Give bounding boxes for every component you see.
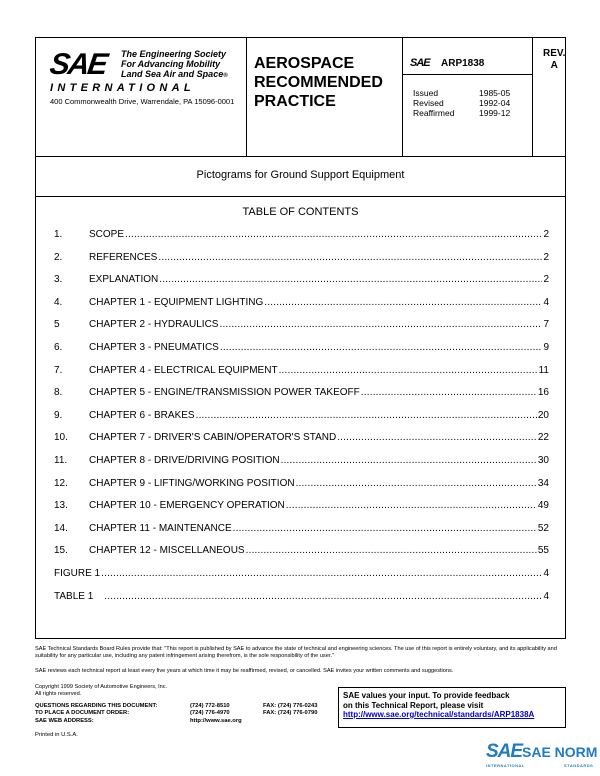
toc-page: 9	[543, 341, 549, 353]
toc-leader	[196, 410, 537, 421]
rules-text: SAE Technical Standards Board Rules provide that: "This report is published by SAE to advance the state of technical and engineering sciences. The use of this report is entirely voluntary, and its applicability and suitability for any particular use, including any patent infringement arising therefrom, is the sole responsibility of the user."	[35, 646, 557, 660]
table-of-contents	[54, 229, 549, 613]
toc-label: CHAPTER 6 - BRAKES	[89, 409, 195, 421]
toc-page: 20	[537, 409, 549, 421]
toc-number: 15.	[54, 545, 68, 557]
toc-label: REFERENCES	[89, 251, 158, 263]
toc-entry	[54, 319, 549, 342]
toc-page: 52	[537, 522, 549, 534]
toc-page: 4	[543, 590, 549, 602]
toc-leader	[264, 297, 542, 308]
header	[36, 38, 565, 157]
toc-entry	[54, 387, 549, 410]
toc-page: 2	[543, 251, 549, 263]
toc-entry	[54, 274, 549, 297]
toc-label: FIGURE 1	[54, 567, 101, 579]
toc-leader	[233, 523, 537, 534]
toc-label: SCOPE	[89, 229, 125, 240]
toc-leader	[101, 568, 542, 579]
toc-label: CHAPTER 12 - MISCELLANEOUS	[89, 545, 245, 557]
toc-label: CHAPTER 4 - ELECTRICAL EQUIPMENT	[89, 364, 278, 376]
toc-leader	[281, 455, 537, 466]
toc-leader	[279, 365, 538, 376]
toc-entry	[54, 455, 549, 478]
document-number: ARP1838	[441, 58, 485, 69]
revision: REV. A	[543, 48, 566, 71]
toc-number: 12.	[54, 477, 68, 489]
toc-entry	[54, 545, 549, 568]
toc-number: 9.	[54, 409, 63, 421]
feedback-link[interactable]: http://www.sae.org/technical/standards/ARP1838A	[343, 710, 535, 719]
toc-label: CHAPTER 10 - EMERGENCY OPERATION	[89, 500, 285, 512]
toc-entry	[54, 229, 549, 252]
toc-heading: TABLE OF CONTENTS	[242, 206, 359, 218]
divider	[246, 38, 247, 156]
toc-page: 4	[543, 567, 549, 579]
watermark-logo: SAE	[486, 741, 523, 762]
toc-leader	[337, 432, 537, 443]
toc-number: 3.	[54, 274, 63, 286]
toc-page: 22	[537, 432, 549, 444]
divider	[402, 74, 532, 75]
toc-label: TABLE 1	[54, 590, 94, 602]
toc-page: 2	[543, 274, 549, 286]
toc-label: EXPLANATION	[89, 274, 159, 286]
toc-entry	[54, 591, 549, 614]
sae-tagline: The Engineering Society For Advancing Mobility Land Sea Air and Space®	[121, 49, 228, 79]
toc-leader	[246, 545, 537, 556]
address: 400 Commonwealth Drive, Warrendale, PA 15096-0001	[50, 97, 235, 106]
toc-page: 4	[543, 296, 549, 308]
toc-number: 4.	[54, 296, 63, 308]
toc-number: 2.	[54, 251, 63, 263]
toc-entry	[54, 568, 549, 591]
toc-number: 11.	[54, 454, 68, 466]
toc-label: CHAPTER 7 - DRIVER'S CABIN/OPERATOR'S STAND	[89, 432, 337, 444]
toc-entry	[54, 478, 549, 501]
toc-page: 7	[543, 319, 549, 331]
toc-leader	[104, 591, 542, 602]
sae-web-link[interactable]: http://www.sae.org	[190, 717, 242, 724]
divider	[402, 38, 403, 156]
toc-leader	[125, 229, 542, 240]
toc-label: CHAPTER 11 - MAINTENANCE	[89, 522, 232, 534]
feedback-box: SAE values your input. To provide feedback on this Technical Report, please visit http://www.sae.org/technical/standards/ARP1838A	[338, 687, 566, 728]
toc-leader	[361, 387, 537, 398]
toc-leader	[158, 252, 542, 263]
toc-leader	[296, 478, 537, 489]
copyright: Copyright 1999 Society of Automotive Engineers, Inc.	[35, 684, 168, 690]
toc-leader	[219, 319, 542, 330]
toc-page: 30	[537, 454, 549, 466]
toc-page: 11	[538, 364, 549, 376]
toc-label: CHAPTER 1 - EQUIPMENT LIGHTING	[89, 296, 264, 308]
toc-number: 6.	[54, 341, 63, 353]
toc-entry	[54, 432, 549, 455]
toc-label: CHAPTER 3 - PNEUMATICS	[89, 341, 219, 353]
rights: All rights reserved.	[35, 691, 82, 697]
toc-label: CHAPTER 9 - LIFTING/WORKING POSITION	[89, 477, 295, 489]
title-row	[36, 156, 565, 197]
toc-page: 55	[537, 545, 549, 557]
toc-number: 5	[54, 319, 60, 331]
document-type: AEROSPACE RECOMMENDED PRACTICE	[254, 55, 383, 110]
toc-number: 8.	[54, 387, 63, 399]
watermark-name: SAE NORM	[522, 744, 598, 760]
toc-leader	[159, 274, 542, 285]
toc-leader	[220, 342, 543, 353]
toc-number: 7.	[54, 364, 63, 376]
toc-number: 14.	[54, 522, 68, 534]
toc-entry	[54, 342, 549, 365]
toc-entry	[54, 500, 549, 523]
sae-logo: SAE	[47, 48, 109, 81]
toc-entry	[54, 410, 549, 433]
sae-norm-watermark: SAE SAE NORM INTERNATIONAL STANDARDS	[486, 741, 598, 768]
sae-small-logo: SAE	[410, 57, 430, 69]
toc-leader	[286, 500, 537, 511]
toc-entry	[54, 252, 549, 275]
toc-entry	[54, 297, 549, 320]
toc-label: CHAPTER 2 - HYDRAULICS	[89, 319, 219, 331]
toc-page: 2	[543, 229, 549, 240]
toc-page: 34	[537, 477, 549, 489]
toc-page: 16	[537, 387, 549, 399]
review-text: SAE reviews each technical report at least every five years at which time it may be reaffirmed, revised, or cancelled. SAE invites your written comments and suggestions.	[35, 668, 454, 674]
toc-number: 13.	[54, 500, 68, 512]
date-block: Issued 1985-05 Revised 1992-04 Reaffirmed 1999-12	[413, 88, 511, 118]
toc-label: CHAPTER 8 - DRIVE/DRIVING POSITION	[89, 454, 280, 466]
toc-number: 10.	[54, 432, 68, 444]
toc-number: 1.	[54, 229, 63, 240]
toc-entry	[54, 365, 549, 388]
document-title: Pictograms for Ground Support Equipment	[196, 169, 405, 181]
toc-label: CHAPTER 5 - ENGINE/TRANSMISSION POWER TAKEOFF	[89, 387, 360, 399]
sae-international: INTERNATIONAL	[50, 82, 195, 94]
toc-page: 49	[537, 500, 549, 512]
toc-entry	[54, 523, 549, 546]
document-frame	[35, 37, 566, 639]
printed-in: Printed in U.S.A.	[35, 732, 78, 738]
